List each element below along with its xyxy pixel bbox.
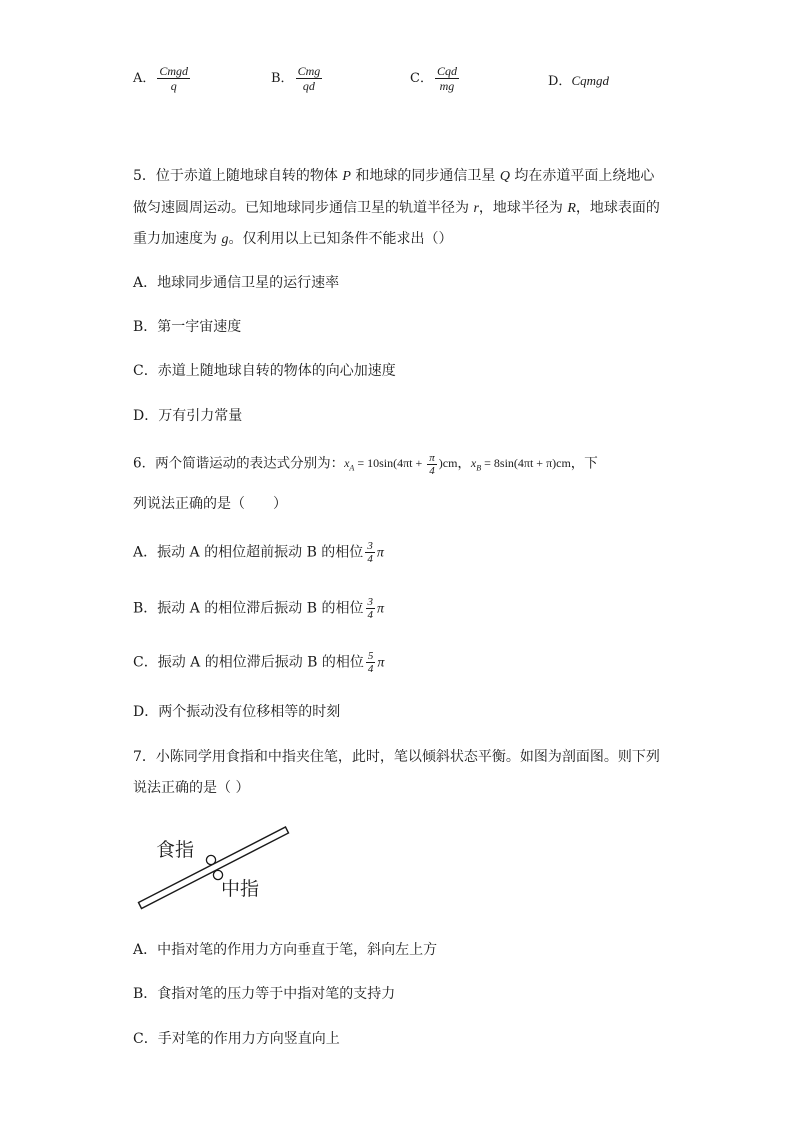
q4-option-b: B． $\frac{\text{Cmg}}{qd}$	[271, 64, 321, 93]
index-finger-label: 食指	[156, 839, 195, 861]
q5-option-d: D．万有引力常量	[133, 408, 243, 424]
q5-stem-line-1: 5．位于赤道上随地球自转的物体 P 和地球的同步通信卫星 Q 均在赤道平面上绕地心	[133, 168, 655, 184]
index-finger-circle	[206, 855, 215, 864]
q6-stem-line-2: 列说法正确的是（ ）	[133, 496, 287, 512]
q4-option-a: A． $\frac{\text{Cmgd}}{q}$	[133, 64, 189, 93]
q6-option-c: C．振动 A 的相位滞后振动 B 的相位 $\frac{5}{4}$ π	[133, 650, 385, 675]
q4-option-c: C． $\frac{\text{Cqd}}{mg}$	[410, 64, 457, 93]
q7-option-a: A．中指对笔的作用力方向垂直于笔，斜向左上方	[133, 942, 438, 958]
q7-figure	[133, 822, 303, 918]
q4-option-c-fraction: $\frac{\text{Cqd}}{mg}$	[436, 64, 457, 93]
q6-formula-b: $x_B = 8\sin(4\pi t + \pi)cm$	[470, 456, 571, 473]
q5-stem-line-3: 重力加速度为 g。仅利用以上已知条件不能求出（）	[133, 231, 453, 247]
q6-option-b: B．振动 A 的相位滞后振动 B 的相位 $\frac{3}{4}$ π	[133, 596, 385, 621]
q7-stem-line-2: 说法正确的是（ ）	[133, 780, 250, 796]
q4-option-b-fraction: $\frac{\text{Cmg}}{qd}$	[297, 64, 321, 93]
q7-option-c: C．手对笔的作用力方向竖直向上	[133, 1031, 340, 1047]
q5-option-c: C．赤道上随地球自转的物体的向心加速度	[133, 363, 396, 379]
q6-option-a: A．振动 A 的相位超前振动 B 的相位 $\frac{3}{4}$ π	[133, 540, 384, 565]
q6-stem-line-1: 6．两个简谐运动的表达式分别为：$x_A = 10\sin(4\pi t$ + $\frac{\pi}{4}$ )cm，$x_B = 8\sin(4\pi t + \pi)cm$，下	[133, 452, 598, 477]
q5-stem-line-2: 做匀速圆周运动。已知地球同步通信卫星的轨道半径为 r，地球半径为 R，地球表面的	[133, 200, 660, 216]
q4-option-d: D．Cqmgd	[548, 73, 609, 89]
middle-finger-label: 中指	[221, 878, 260, 900]
q5-option-b: B．第一宇宙速度	[133, 319, 242, 335]
q7-option-b: B．食指对笔的压力等于中指对笔的支持力	[133, 986, 396, 1002]
q5-option-a: A．地球同步通信卫星的运行速率	[133, 275, 340, 291]
q4-option-a-fraction: $\frac{\text{Cmgd}}{q}$	[159, 64, 189, 93]
q6-formula-a: $x_A = 10\sin(4\pi t$ + $\frac{\pi}{4}$ )cm	[344, 452, 458, 477]
q7-stem-line-1: 7．小陈同学用食指和中指夹住笔，此时，笔以倾斜状态平衡。如图为剖面图。则下列	[133, 749, 660, 765]
q6-option-d: D．两个振动没有位移相等的时刻	[133, 704, 341, 720]
